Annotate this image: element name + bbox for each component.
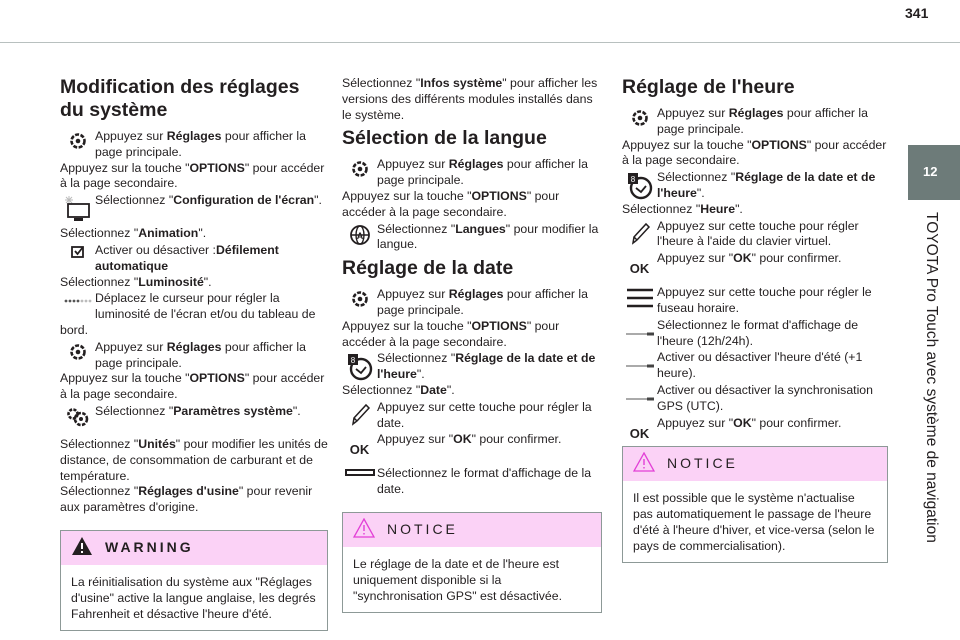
- pencil-icon: [622, 219, 657, 249]
- rectangle-icon: [342, 466, 377, 496]
- instruction-step: [622, 382, 888, 415]
- notice-icon: [353, 518, 375, 542]
- instruction-paragraph: [342, 76, 602, 123]
- text-segment: " pour accéder à la page secondaire.: [342, 188, 560, 219]
- monitor-icon: [60, 193, 95, 226]
- emphasis-text: OPTIONS: [189, 160, 245, 175]
- instruction-step: [622, 105, 888, 138]
- text-segment: ".: [292, 403, 301, 418]
- instruction-paragraph: [622, 202, 888, 218]
- instruction-step: [622, 169, 888, 202]
- text-segment: Appuyez sur ": [377, 432, 454, 447]
- emphasis-text: Réglages: [448, 157, 504, 172]
- text-segment: Appuyez sur: [95, 129, 167, 143]
- text-segment: Appuyez sur ": [657, 251, 734, 266]
- text-segment: " pour afficher les versions des différents modules installés dans le système.: [342, 76, 598, 122]
- text-segment: Appuyez sur la touche ": [622, 137, 752, 152]
- chapter-title: TOYOTA Pro Touch avec système de navigation: [923, 212, 940, 543]
- text-segment: Appuyez sur cette touche pour régler l'heure à l'aide du clavier virtuel.: [657, 218, 859, 249]
- emphasis-text: Réglages: [728, 106, 784, 120]
- emphasis-text: Réglages: [448, 287, 504, 302]
- text-segment: " pour accéder à la page secondaire.: [342, 318, 560, 349]
- instruction-step: [60, 242, 328, 275]
- text-segment: " pour modifier les unités de distance, de consommation de carburant et de température.: [60, 436, 328, 483]
- text-segment: Appuyez sur: [95, 339, 167, 354]
- emphasis-text: OPTIONS: [471, 318, 527, 333]
- text-segment: " pour accéder à la page secondaire.: [60, 160, 325, 191]
- text-segment: Appuyez sur: [377, 157, 449, 172]
- pencil-icon: [342, 400, 377, 430]
- text-segment: Appuyez sur la touche ": [342, 188, 472, 203]
- text-segment: pour afficher la page principale.: [657, 106, 869, 136]
- text-segment: ".: [735, 201, 743, 216]
- emphasis-text: Réglages: [166, 339, 222, 354]
- warn-box-header: [61, 531, 327, 565]
- notice-body: Le réglage de la date et de l'heure est uniquement disponible si la "synchronisation GPS" est désactivée.: [353, 556, 562, 603]
- section-heading: Modification des réglages du système: [60, 76, 300, 121]
- notice-box: [342, 512, 602, 613]
- text-segment: Appuyez sur cette touche pour régler la date.: [377, 399, 592, 430]
- warning-icon: [71, 536, 93, 560]
- notice-icon: [633, 452, 655, 476]
- text-segment: Appuyez sur: [377, 287, 449, 302]
- emphasis-text: Réglages d'usine: [138, 484, 239, 499]
- instruction-paragraph: [60, 275, 328, 291]
- instruction-paragraph: [342, 383, 602, 399]
- svg-text:A: A: [356, 230, 363, 241]
- svg-text:8: 8: [350, 356, 355, 366]
- text-segment: Appuyez sur ": [657, 415, 734, 430]
- text-segment: Sélectionnez ": [60, 274, 139, 289]
- instruction-step: [622, 415, 888, 441]
- text-segment: Appuyez sur la touche ": [342, 318, 472, 333]
- instruction-step: [622, 349, 888, 382]
- text-segment: ".: [696, 185, 705, 200]
- language-icon: [342, 222, 377, 252]
- text-segment: Déplacez le curseur pour régler la luminosité de l'écran et/ou du tableau de bord.: [60, 291, 316, 337]
- ok-icon: [622, 416, 657, 446]
- instruction-paragraph: [60, 484, 328, 516]
- chapter-tab[interactable]: 12: [908, 145, 960, 200]
- column-left: [60, 72, 328, 631]
- text-segment: Sélectionnez ": [95, 403, 174, 418]
- text-segment: Appuyez sur: [657, 106, 729, 120]
- gear-icon: [342, 287, 377, 317]
- emphasis-text: Réglage de la date et de l'heure: [657, 170, 876, 200]
- emphasis-text: Paramètres système: [173, 403, 293, 418]
- instruction-step: [622, 250, 888, 277]
- emphasis-text: Réglage de la date et de l'heure: [377, 351, 596, 382]
- text-segment: Sélectionnez ": [377, 351, 456, 366]
- warn-title: WARNING: [105, 539, 194, 556]
- instruction-paragraph: [60, 161, 328, 193]
- instruction-paragraph: [60, 371, 328, 403]
- emphasis-text: OK: [733, 415, 752, 430]
- text-segment: Appuyez sur cette touche pour régler le fuseau horaire.: [657, 285, 872, 315]
- text-segment: " pour confirmer.: [471, 432, 562, 447]
- emphasis-text: Défilement automatique: [95, 242, 279, 273]
- emphasis-text: OK: [733, 251, 752, 266]
- text-segment: pour afficher la page principale.: [377, 287, 589, 317]
- warn-box: [60, 530, 328, 631]
- text-segment: Appuyez sur la touche ": [60, 371, 190, 386]
- notice-title: NOTICE: [387, 521, 458, 538]
- ok-icon: [342, 432, 377, 465]
- instruction-step: [342, 350, 602, 383]
- text-segment: " pour revenir aux paramètres d'origine.: [60, 484, 313, 515]
- gears-icon: [60, 404, 95, 437]
- instruction-step: [342, 156, 602, 189]
- instruction-paragraph: [622, 138, 888, 170]
- instruction-paragraph: [60, 437, 328, 484]
- emphasis-text: Infos système: [420, 76, 503, 90]
- text-segment: Activer ou désactiver la synchronisation GPS (UTC).: [657, 382, 873, 413]
- warn-body: La réinitialisation du système aux "Réglages d'usine" active la langue anglaise, les degrés Fahrenheit et désactive l'heure d'été.: [71, 574, 316, 621]
- emphasis-text: Langues: [455, 221, 506, 236]
- text-segment: Appuyez sur la touche ": [60, 160, 190, 175]
- text-segment: " pour modifier la langue.: [377, 221, 599, 252]
- gear-icon: [60, 129, 95, 159]
- text-segment: pour afficher la page principale.: [95, 339, 307, 370]
- instruction-step: [622, 218, 888, 251]
- instruction-paragraph: [60, 226, 328, 242]
- text-segment: Activer ou désactiver :: [95, 242, 216, 257]
- text-segment: Sélectionnez ": [622, 201, 701, 216]
- emphasis-text: Unités: [138, 436, 176, 451]
- text-segment: Sélectionnez ": [377, 221, 456, 236]
- text-segment: Sélectionnez ": [342, 76, 421, 90]
- emphasis-text: Réglages: [166, 129, 222, 143]
- text-segment: " pour confirmer.: [751, 415, 842, 430]
- instruction-step: [60, 128, 328, 161]
- notice-box-header: [343, 513, 601, 547]
- emphasis-text: Animation: [138, 226, 199, 241]
- menu-icon: [622, 285, 657, 315]
- clock-icon: [342, 351, 377, 381]
- text-segment: ".: [198, 226, 207, 241]
- toggle-icon: [622, 383, 657, 413]
- instruction-step: [342, 221, 602, 254]
- emphasis-text: Luminosité: [138, 274, 204, 289]
- page-number: 341: [905, 5, 929, 21]
- emphasis-text: OPTIONS: [751, 137, 807, 152]
- text-segment: pour afficher la page principale.: [377, 157, 589, 188]
- text-segment: ".: [314, 193, 322, 208]
- column-right: [622, 72, 888, 563]
- notice-box-header: [623, 447, 887, 481]
- text-segment: ".: [203, 274, 212, 289]
- section-heading: Réglage de la date: [342, 257, 514, 280]
- section-heading: Sélection de la langue: [342, 127, 547, 150]
- text-segment: ".: [446, 382, 455, 397]
- instruction-step: [622, 317, 888, 350]
- instruction-paragraph: [342, 189, 602, 221]
- checkbox-icon: [60, 243, 95, 273]
- ok-icon-label: OK: [629, 425, 650, 441]
- instruction-step: [342, 431, 602, 458]
- emphasis-text: Heure: [700, 201, 736, 216]
- text-segment: Sélectionnez ": [95, 193, 174, 208]
- text-segment: Sélectionnez le format d'affichage de l'heure (12h/24h).: [657, 317, 859, 348]
- text-segment: pour afficher la page principale.: [95, 129, 307, 159]
- text-segment: " pour confirmer.: [751, 251, 842, 266]
- notice-body: Il est possible que le système n'actualise pas automatiquement le passage de l'heure d'été à l'heure d'hiver, et vice-versa (selon le pays de commercialisation).: [633, 490, 875, 553]
- text-segment: Activer ou désactiver l'heure d'été (+1 heure).: [657, 350, 863, 381]
- instruction-step: [342, 399, 602, 432]
- notice-box: [622, 446, 888, 563]
- text-segment: ".: [416, 367, 425, 382]
- toggle-icon: [622, 318, 657, 348]
- emphasis-text: OK: [453, 432, 472, 447]
- gear-icon: [622, 106, 657, 136]
- instruction-step: [622, 284, 888, 317]
- ok-icon-label: OK: [629, 261, 650, 277]
- ok-icon: [622, 251, 657, 284]
- instruction-step: [60, 290, 328, 338]
- instruction-step: [342, 286, 602, 319]
- svg-text:8: 8: [630, 175, 635, 185]
- instruction-step: [60, 192, 328, 209]
- text-segment: Sélectionnez ": [657, 170, 736, 185]
- text-segment: " pour accéder à la page secondaire.: [622, 137, 887, 168]
- ok-icon-label: OK: [349, 442, 370, 458]
- emphasis-text: OPTIONS: [189, 371, 245, 386]
- emphasis-text: Configuration de l'écran: [173, 193, 315, 208]
- section-heading: Réglage de l'heure: [622, 76, 795, 98]
- gear-icon: [342, 157, 377, 187]
- instruction-paragraph: [342, 319, 602, 351]
- emphasis-text: Date: [420, 382, 447, 397]
- text-segment: Sélectionnez ": [342, 382, 421, 397]
- text-segment: Sélectionnez ": [60, 484, 139, 499]
- text-segment: " pour accéder à la page secondaire.: [60, 371, 325, 402]
- notice-title: NOTICE: [667, 454, 738, 471]
- toggle-icon: [622, 350, 657, 380]
- emphasis-text: OPTIONS: [471, 188, 527, 203]
- text-segment: Sélectionnez ": [60, 436, 139, 451]
- instruction-step: [342, 465, 602, 498]
- clock-icon: [622, 170, 657, 200]
- text-segment: Sélectionnez ": [60, 226, 139, 241]
- text-segment: Sélectionnez le format d'affichage de la date.: [377, 466, 592, 497]
- instruction-step: [60, 339, 328, 372]
- slider-dots-icon: [60, 291, 95, 321]
- header-rule: [0, 42, 960, 43]
- instruction-step: [60, 403, 328, 420]
- column-middle: [342, 76, 602, 613]
- gear-icon: [60, 340, 95, 370]
